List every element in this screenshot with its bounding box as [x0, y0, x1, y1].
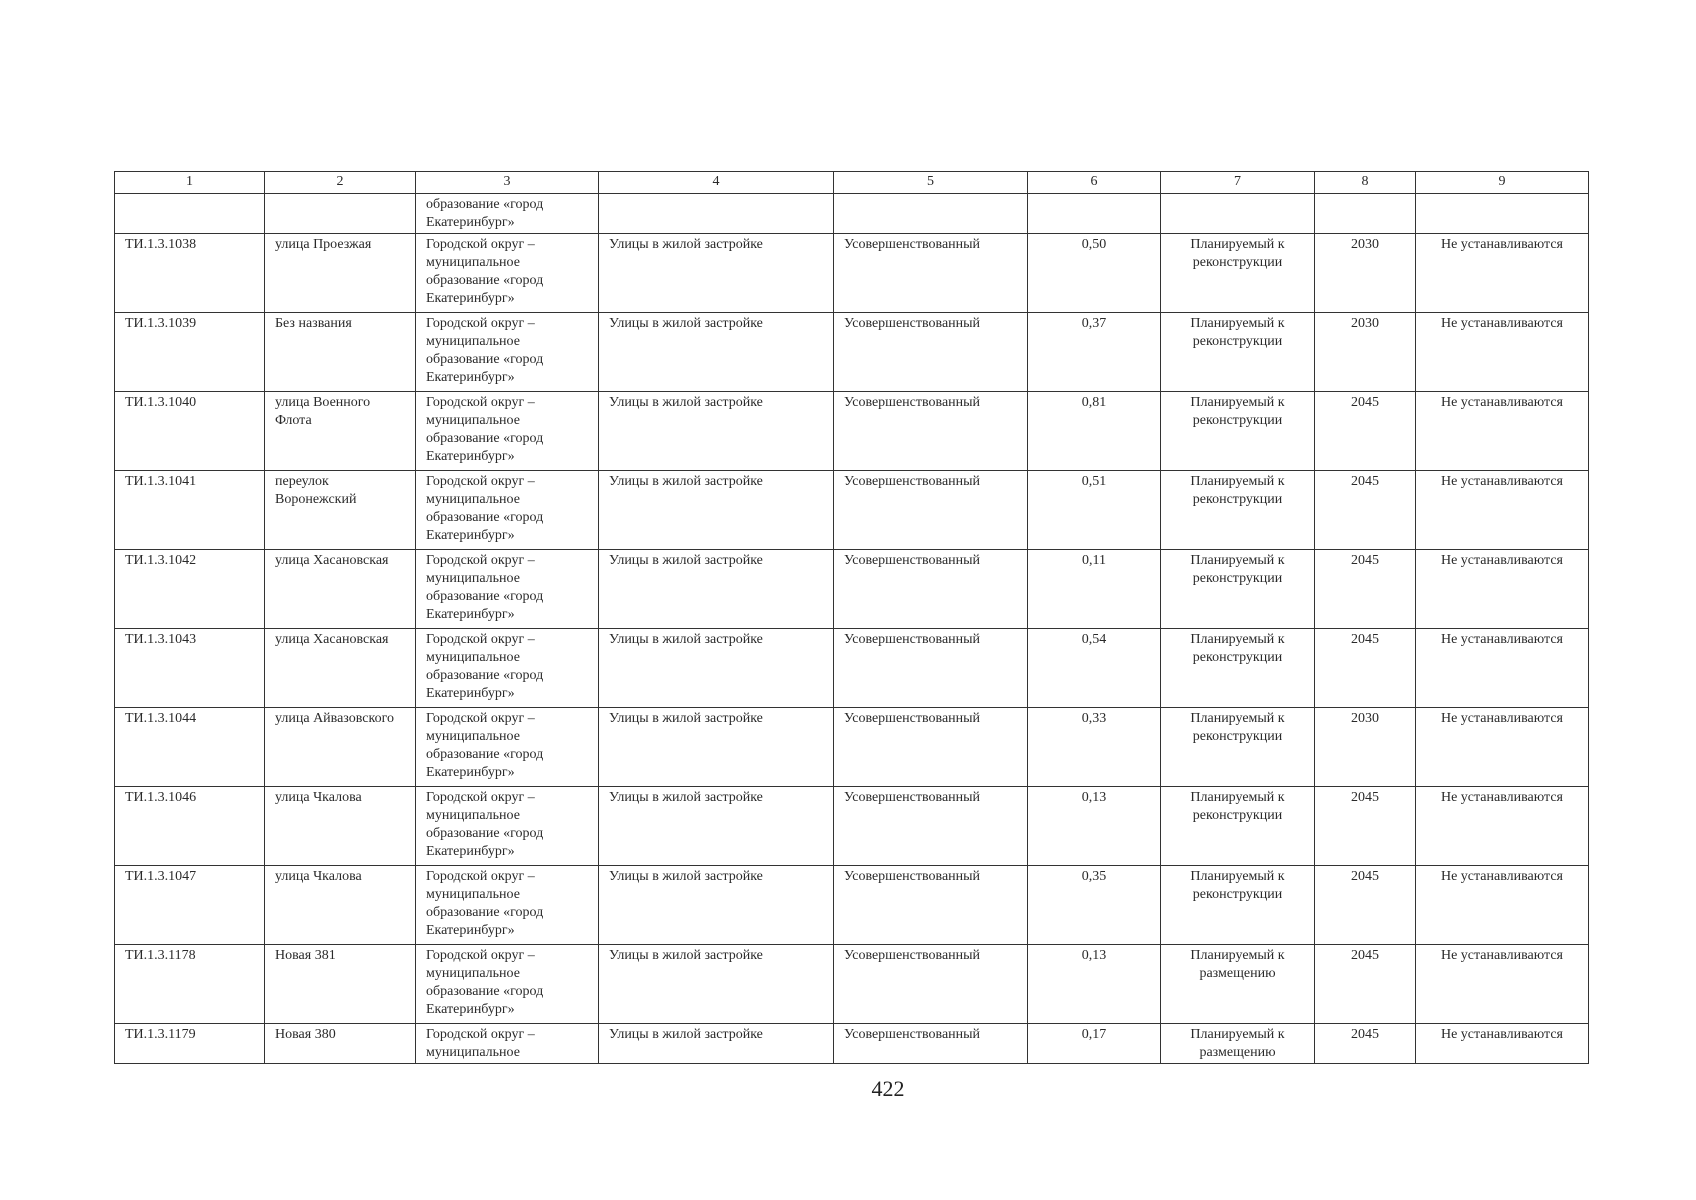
- cell-name: улица Проезжая: [265, 234, 416, 313]
- cell-category: Улицы в жилой застройке: [599, 313, 834, 392]
- cell-restrictions: Не устанавливаются: [1416, 550, 1589, 629]
- cell-restrictions: Не устанавливаются: [1416, 708, 1589, 787]
- cell-year: 2045: [1315, 550, 1416, 629]
- cell-year: 2045: [1315, 1024, 1416, 1064]
- cell-surface: Усовершенствованный: [834, 234, 1028, 313]
- table-row: [115, 1024, 1589, 1064]
- cell-surface: Усовершенствованный: [834, 471, 1028, 550]
- cell-surface: Усовершенствованный: [834, 313, 1028, 392]
- cell-length: 0,54: [1028, 629, 1161, 708]
- cell-restrictions: Не устанавливаются: [1416, 471, 1589, 550]
- table-body: [115, 194, 1589, 1064]
- cell-length: 0,51: [1028, 471, 1161, 550]
- column-header: 7: [1161, 172, 1315, 194]
- cell-municipality: Городской округ – муниципальное образование «город Екатеринбург»: [416, 550, 599, 629]
- cell-id: ТИ.1.3.1046: [115, 787, 265, 866]
- cell-category: Улицы в жилой застройке: [599, 866, 834, 945]
- cell-id: [115, 194, 265, 234]
- cell-year: [1315, 194, 1416, 234]
- cell-name: улица Айвазовского: [265, 708, 416, 787]
- cell-length: 0,13: [1028, 787, 1161, 866]
- cell-stage: Планируемый к реконструкции: [1161, 629, 1315, 708]
- cell-restrictions: Не устанавливаются: [1416, 866, 1589, 945]
- cell-id: ТИ.1.3.1179: [115, 1024, 265, 1064]
- cell-name: улица Хасановская: [265, 629, 416, 708]
- cell-municipality: Городской округ – муниципальное образование «город Екатеринбург»: [416, 629, 599, 708]
- cell-length: [1028, 194, 1161, 234]
- cell-restrictions: [1416, 194, 1589, 234]
- cell-stage: Планируемый к реконструкции: [1161, 708, 1315, 787]
- column-header: 5: [834, 172, 1028, 194]
- cell-year: 2030: [1315, 708, 1416, 787]
- cell-length: 0,37: [1028, 313, 1161, 392]
- cell-name: улица Чкалова: [265, 866, 416, 945]
- table-row: [115, 866, 1589, 945]
- cell-surface: Усовершенствованный: [834, 945, 1028, 1024]
- cell-id: ТИ.1.3.1044: [115, 708, 265, 787]
- column-header: 9: [1416, 172, 1589, 194]
- column-header: 8: [1315, 172, 1416, 194]
- cell-restrictions: Не устанавливаются: [1416, 392, 1589, 471]
- cell-category: Улицы в жилой застройке: [599, 629, 834, 708]
- cell-category: Улицы в жилой застройке: [599, 945, 834, 1024]
- data-table: [114, 171, 1589, 1064]
- cell-stage: [1161, 194, 1315, 234]
- cell-name: [265, 194, 416, 234]
- table-row: [115, 787, 1589, 866]
- table-row: [115, 234, 1589, 313]
- page-number: 422: [871, 1076, 905, 1101]
- cell-restrictions: Не устанавливаются: [1416, 1024, 1589, 1064]
- cell-id: ТИ.1.3.1038: [115, 234, 265, 313]
- cell-id: ТИ.1.3.1040: [115, 392, 265, 471]
- cell-surface: [834, 194, 1028, 234]
- cell-stage: Планируемый к размещению: [1161, 1024, 1315, 1064]
- cell-stage: Планируемый к реконструкции: [1161, 471, 1315, 550]
- cell-stage: Планируемый к реконструкции: [1161, 866, 1315, 945]
- cell-name: улица Хасановская: [265, 550, 416, 629]
- column-header: 2: [265, 172, 416, 194]
- column-header: 6: [1028, 172, 1161, 194]
- cell-year: 2045: [1315, 471, 1416, 550]
- cell-municipality: Городской округ – муниципальное образование «город Екатеринбург»: [416, 313, 599, 392]
- cell-restrictions: Не устанавливаются: [1416, 234, 1589, 313]
- cell-surface: Усовершенствованный: [834, 550, 1028, 629]
- cell-id: ТИ.1.3.1178: [115, 945, 265, 1024]
- cell-year: 2030: [1315, 313, 1416, 392]
- cell-year: 2045: [1315, 945, 1416, 1024]
- continuation-row: [115, 194, 1589, 234]
- cell-id: ТИ.1.3.1042: [115, 550, 265, 629]
- cell-category: Улицы в жилой застройке: [599, 392, 834, 471]
- cell-name: улица Чкалова: [265, 787, 416, 866]
- cell-category: [599, 194, 834, 234]
- table-row: [115, 629, 1589, 708]
- cell-year: 2045: [1315, 629, 1416, 708]
- cell-stage: Планируемый к размещению: [1161, 945, 1315, 1024]
- cell-municipality: Городской округ – муниципальное образование «город Екатеринбург»: [416, 471, 599, 550]
- cell-stage: Планируемый к реконструкции: [1161, 787, 1315, 866]
- cell-restrictions: Не устанавливаются: [1416, 787, 1589, 866]
- cell-name: Новая 381: [265, 945, 416, 1024]
- cell-category: Улицы в жилой застройке: [599, 550, 834, 629]
- cell-category: Улицы в жилой застройке: [599, 471, 834, 550]
- table-header-row: [115, 172, 1589, 194]
- cell-municipality: Городской округ – муниципальное: [416, 1024, 599, 1064]
- cell-year: 2045: [1315, 392, 1416, 471]
- cell-municipality: Городской округ – муниципальное образование «город Екатеринбург»: [416, 787, 599, 866]
- cell-name: Новая 380: [265, 1024, 416, 1064]
- cell-stage: Планируемый к реконструкции: [1161, 392, 1315, 471]
- cell-length: 0,35: [1028, 866, 1161, 945]
- cell-category: Улицы в жилой застройке: [599, 708, 834, 787]
- cell-stage: Планируемый к реконструкции: [1161, 234, 1315, 313]
- cell-municipality: Городской округ – муниципальное образование «город Екатеринбург»: [416, 866, 599, 945]
- table-row: [115, 708, 1589, 787]
- table-row: [115, 313, 1589, 392]
- cell-surface: Усовершенствованный: [834, 708, 1028, 787]
- cell-id: ТИ.1.3.1047: [115, 866, 265, 945]
- cell-surface: Усовершенствованный: [834, 866, 1028, 945]
- cell-name: улица Военного Флота: [265, 392, 416, 471]
- cell-year: 2045: [1315, 866, 1416, 945]
- cell-length: 0,13: [1028, 945, 1161, 1024]
- cell-surface: Усовершенствованный: [834, 629, 1028, 708]
- cell-surface: Усовершенствованный: [834, 1024, 1028, 1064]
- cell-length: 0,11: [1028, 550, 1161, 629]
- table-row: [115, 471, 1589, 550]
- column-header: 1: [115, 172, 265, 194]
- cell-length: 0,81: [1028, 392, 1161, 471]
- cell-municipality: Городской округ – муниципальное образование «город Екатеринбург»: [416, 945, 599, 1024]
- cell-restrictions: Не устанавливаются: [1416, 629, 1589, 708]
- cell-name: переулок Воронежский: [265, 471, 416, 550]
- cell-year: 2045: [1315, 787, 1416, 866]
- cell-category: Улицы в жилой застройке: [599, 1024, 834, 1064]
- cell-category: Улицы в жилой застройке: [599, 787, 834, 866]
- cell-municipality: Городской округ – муниципальное образование «город Екатеринбург»: [416, 392, 599, 471]
- column-header: 3: [416, 172, 599, 194]
- table-row: [115, 550, 1589, 629]
- cell-id: ТИ.1.3.1043: [115, 629, 265, 708]
- cell-stage: Планируемый к реконструкции: [1161, 313, 1315, 392]
- cell-year: 2030: [1315, 234, 1416, 313]
- cell-category: Улицы в жилой застройке: [599, 234, 834, 313]
- table-row: [115, 392, 1589, 471]
- cell-surface: Усовершенствованный: [834, 787, 1028, 866]
- table-row: [115, 945, 1589, 1024]
- cell-stage: Планируемый к реконструкции: [1161, 550, 1315, 629]
- cell-name: Без названия: [265, 313, 416, 392]
- cell-length: 0,33: [1028, 708, 1161, 787]
- cell-length: 0,17: [1028, 1024, 1161, 1064]
- cell-municipality: образование «город Екатеринбург»: [416, 194, 599, 234]
- cell-restrictions: Не устанавливаются: [1416, 313, 1589, 392]
- column-header: 4: [599, 172, 834, 194]
- cell-id: ТИ.1.3.1041: [115, 471, 265, 550]
- cell-id: ТИ.1.3.1039: [115, 313, 265, 392]
- cell-length: 0,50: [1028, 234, 1161, 313]
- cell-municipality: Городской округ – муниципальное образование «город Екатеринбург»: [416, 234, 599, 313]
- cell-restrictions: Не устанавливаются: [1416, 945, 1589, 1024]
- cell-surface: Усовершенствованный: [834, 392, 1028, 471]
- cell-municipality: Городской округ – муниципальное образование «город Екатеринбург»: [416, 708, 599, 787]
